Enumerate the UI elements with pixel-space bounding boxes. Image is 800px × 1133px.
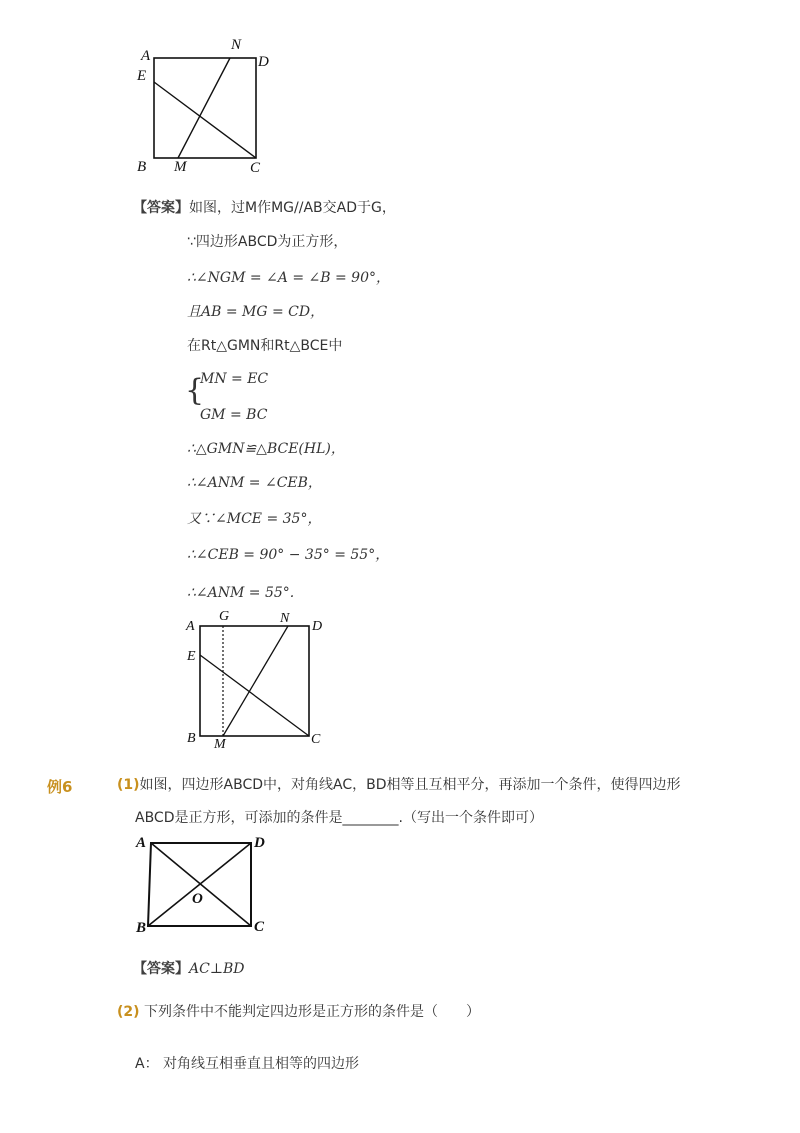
answer-1-line-5: 在Rt△GMN和Rt△BCE中	[187, 338, 343, 354]
label-d-2: D	[312, 619, 323, 634]
question-1-number: (1)	[117, 777, 140, 793]
question-1-text: 如图，四边形ABCD中，对角线AC，BD相等且互相平分，再添加一个条件，使得四边形	[139, 777, 681, 793]
answer-1-line-9: ∴∠CEB = 90° − 35° = 55°，	[187, 547, 390, 563]
answer-1-line-10: ∴∠ANM = 55°.	[187, 585, 295, 601]
label-b-2: B	[187, 731, 196, 746]
answer-tag: 【答案】	[133, 200, 189, 216]
label-b: B	[137, 159, 147, 175]
question-2-number: (2)	[117, 1004, 140, 1020]
answer-ac-perp-bd: AC⊥BD	[189, 961, 245, 977]
label-c: C	[250, 160, 261, 176]
option-a[interactable]: A： 对角线互相垂直且相等的四边形	[135, 1056, 360, 1072]
label-b-3: B	[136, 920, 147, 936]
question-1-answer	[133, 960, 245, 978]
label-g-2: G	[219, 609, 230, 624]
label-m: M	[174, 159, 187, 175]
answer-1-line-3: ∴∠NGM = ∠A = ∠B = 90°，	[187, 270, 390, 286]
left-brace: {	[185, 373, 205, 408]
label-e: E	[137, 68, 147, 84]
label-m-2: M	[214, 737, 226, 752]
label-n: N	[231, 37, 242, 53]
answer-1-line-2: ∵四边形ABCD为正方形，	[187, 234, 348, 250]
brace-bottom-equation: GM = BC	[200, 407, 268, 423]
label-a-3: A	[136, 835, 147, 851]
example-6-tag: 例6	[47, 778, 73, 796]
brace-top-equation: MN = EC	[200, 371, 269, 387]
answer-1-line-8: 又∵∠MCE = 35°，	[187, 511, 322, 527]
label-e-2: E	[187, 649, 196, 664]
answer-1-line-6: ∴△GMN≌△BCE(HL)，	[187, 441, 345, 457]
label-c-2: C	[311, 732, 321, 747]
label-n-2: N	[280, 611, 290, 626]
question-2-text: 下列条件中不能判定四边形是正方形的条件是（ ）	[144, 1004, 480, 1020]
label-a-2: A	[186, 619, 195, 634]
answer-1-line-7: ∴∠ANM = ∠CEB，	[187, 475, 322, 491]
label-a: A	[141, 48, 151, 64]
question-2-line	[117, 1003, 480, 1021]
question-1-line-2: ABCD是正方形，可添加的条件是________.（写出一个条件即可）	[135, 810, 543, 826]
answer-1-line-4: 且AB = MG = CD，	[187, 304, 325, 320]
answer-text: 如图，过M作MG//AB交AD于G，	[189, 200, 396, 216]
label-d: D	[258, 54, 269, 70]
label-d-3: D	[254, 835, 265, 851]
answer-tag-2: 【答案】	[133, 961, 189, 977]
label-o-3: O	[192, 891, 203, 907]
label-c-3: C	[254, 919, 265, 935]
